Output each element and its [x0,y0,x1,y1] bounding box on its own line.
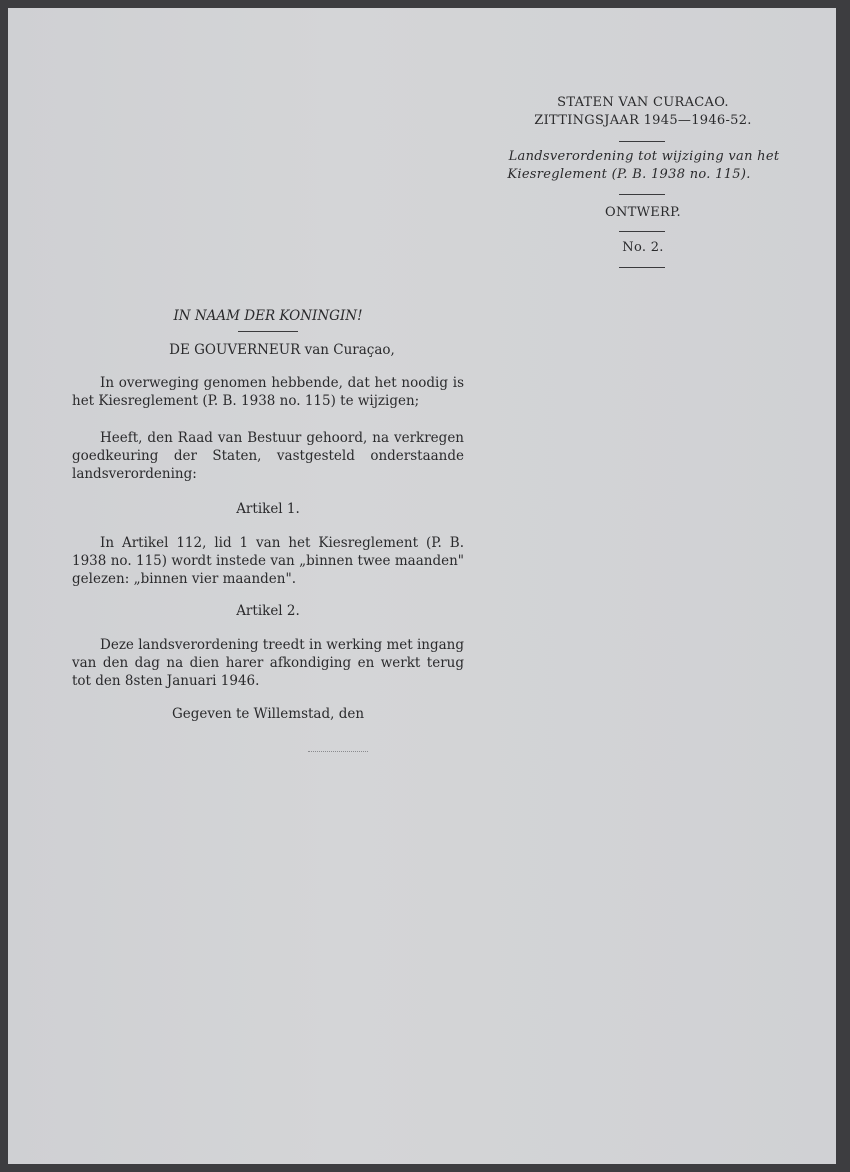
governor-title: DE GOUVERNEUR [169,342,301,358]
header-number: No. 2. [622,240,664,255]
header-subject-line2: Kiesreglement (P. B. 1938 no. 115). [507,167,751,182]
article-1-heading: Artikel 1. [236,501,300,517]
header-rule-1 [619,141,665,142]
header-rule-2 [619,194,665,195]
paragraph-enactment: Heeft, den Raad van Bestuur gehoord, na verkregen goedkeuring der Staten, vastgesteld onderstaande landsverordening: [72,430,464,482]
header-rule-4 [619,267,665,268]
header-subject-line1: Landsverordening tot wijziging van het [508,149,780,164]
signature-rule [308,751,368,752]
header-title: STATEN VAN CURACAO. [557,95,729,110]
article-2-heading: Artikel 2. [236,603,300,619]
article-1-text: In Artikel 112, lid 1 van het Kiesreglement (P. B. 1938 no. 115) wordt instede van „binnen twee maanden" gelezen: „binnen vier maanden". [72,535,464,587]
governor-place: van Curaçao, [304,342,395,358]
closing-given-at: Gegeven te Willemstad, den [171,706,365,722]
header-session: ZITTINGSJAAR 1945—1946-52. [534,113,752,128]
preamble-rule [238,331,298,332]
governor-line [86,341,478,359]
header-rule-3 [619,231,665,232]
article-2-text: Deze landsverordening treedt in werking met ingang van den dag na dien harer afkondiging en werkt terug tot den 8sten Januari 1946. [72,637,464,689]
paragraph-consideration: In overweging genomen hebbende, dat het noodig is het Kiesreglement (P. B. 1938 no. 115) te wijzigen; [72,375,464,409]
preamble-heading: IN NAAM DER KONINGIN! [173,308,363,324]
header-draft-label: ONTWERP. [605,205,681,220]
